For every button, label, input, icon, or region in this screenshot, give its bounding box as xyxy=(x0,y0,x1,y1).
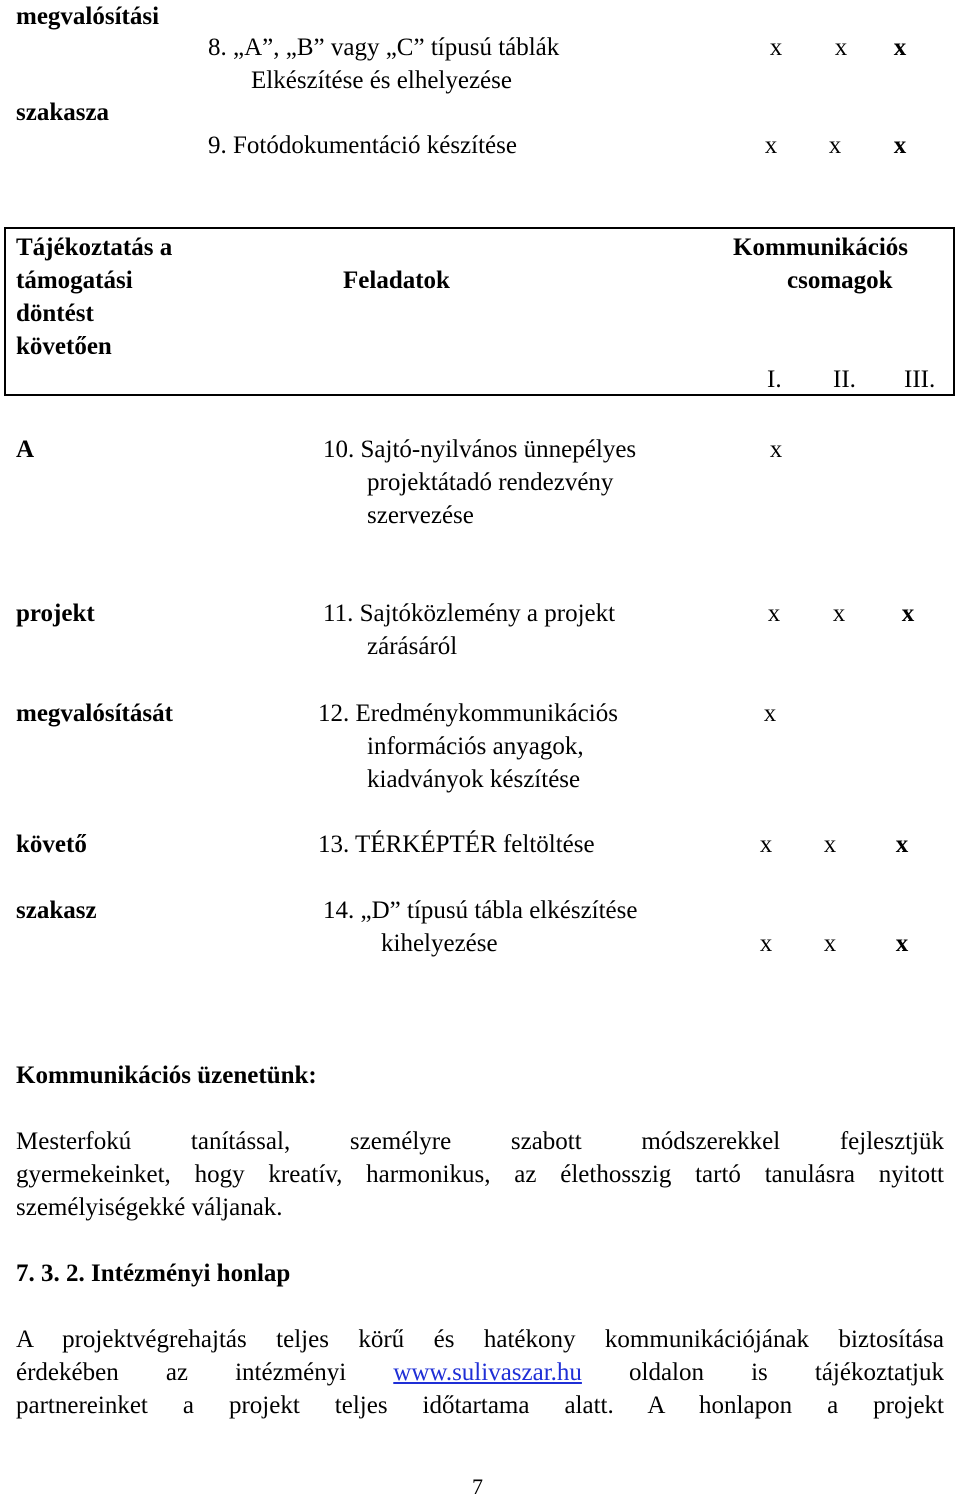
task-11-line1: 11. Sajtóközlemény a projekt xyxy=(323,600,616,627)
website-link[interactable]: www.sulivaszar.hu xyxy=(393,1359,582,1386)
task-11-mark-1: x xyxy=(767,600,781,627)
task-11-mark-2: x xyxy=(832,600,846,627)
section-732-line-1: A projektvégrehajtás teljes körű és hatékony kommunikációjának biztosítása xyxy=(16,1326,944,1353)
page-number: 7 xyxy=(472,1474,483,1499)
task-9-mark-3: x xyxy=(893,132,907,159)
section-b-label-3: követő xyxy=(16,831,87,858)
section-b-label-2: megvalósítását xyxy=(16,700,173,727)
task-13-line1: 13. TÉRKÉPTÉR feltöltése xyxy=(318,831,595,858)
task-8-mark-1: x xyxy=(769,34,783,61)
message-line-1: Mesterfokú tanítással, személyre szabott módszerekkel fejlesztjük xyxy=(16,1128,944,1155)
task-12-mark-1: x xyxy=(763,700,777,727)
section-b-label-1: projekt xyxy=(16,600,95,627)
task-12-line1: 12. Eredménykommunikációs xyxy=(318,700,618,727)
header-col-2: II. xyxy=(833,366,856,393)
line2-post-word-3: tájékoztatjuk xyxy=(814,1359,944,1386)
section-b-label-4: szakasz xyxy=(16,897,97,924)
task-8-line1: 8. „A”, „B” vagy „C” típusú táblák xyxy=(208,34,560,61)
task-12-line3: kiadványok készítése xyxy=(367,766,581,793)
header-left-2: támogatási xyxy=(16,267,133,294)
task-9-line1: 9. Fotódokumentáció készítése xyxy=(208,132,517,159)
header-tasks: Feladatok xyxy=(343,267,450,294)
task-9-mark-2: x xyxy=(828,132,842,159)
task-13-mark-2: x xyxy=(823,831,837,858)
task-10-line2: projektátadó rendezvény xyxy=(367,469,614,496)
task-14-line2: kihelyezése xyxy=(381,930,498,957)
task-10-mark-1: x xyxy=(769,436,783,463)
message-line-2: gyermekeinket, hogy kreatív, harmonikus, az élethosszig tartó tanulásra nyitott xyxy=(16,1161,944,1188)
line2-pre-word-1: érdekében xyxy=(16,1359,119,1386)
task-13-mark-1: x xyxy=(759,831,773,858)
section-732-heading: 7. 3. 2. Intézményi honlap xyxy=(16,1260,291,1287)
task-14-mark-3: x xyxy=(895,930,909,957)
header-packages-2: csomagok xyxy=(787,267,893,294)
line2-pre-word-2: az xyxy=(165,1359,189,1386)
header-left-1: Tájékoztatás a xyxy=(16,234,173,261)
task-10-line1: 10. Sajtó-nyilvános ünnepélyes xyxy=(323,436,637,463)
task-10-line3: szervezése xyxy=(367,502,474,529)
line2-post-word-2: is xyxy=(751,1359,768,1386)
task-14-mark-1: x xyxy=(759,930,773,957)
task-12-line2: információs anyagok, xyxy=(367,733,584,760)
task-14-line1: 14. „D” típusú tábla elkészítése xyxy=(323,897,638,924)
task-11-line2: zárásáról xyxy=(367,633,458,660)
phase-label-2: szakasza xyxy=(16,99,110,126)
header-col-3: III. xyxy=(904,366,936,393)
header-left-4: követően xyxy=(16,333,112,360)
message-paragraph xyxy=(16,1125,944,1224)
header-left-3: döntést xyxy=(16,300,94,327)
section-a-label: A xyxy=(16,436,35,463)
task-11-mark-3: x xyxy=(901,600,915,627)
line2-post-word-1: oldalon xyxy=(629,1359,704,1386)
task-8-mark-2: x xyxy=(834,34,848,61)
header-packages-1: Kommunikációs xyxy=(733,234,909,261)
task-8-mark-3: x xyxy=(893,34,907,61)
message-heading: Kommunikációs üzenetünk: xyxy=(16,1062,317,1089)
task-8-line2: Elkészítése és elhelyezése xyxy=(251,67,512,94)
task-14-mark-2: x xyxy=(823,930,837,957)
section-732-line-2 xyxy=(16,1356,944,1389)
section-732-line-3: partnereinket a projekt teljes időtartama alatt. A honlapon a projekt xyxy=(16,1392,944,1419)
task-13-mark-3: x xyxy=(895,831,909,858)
message-line-3: személyiségekké váljanak. xyxy=(16,1194,283,1221)
section-732-paragraph xyxy=(16,1323,944,1422)
header-col-1: I. xyxy=(767,366,782,393)
phase-label-1: megvalósítási xyxy=(16,3,160,30)
task-9-mark-1: x xyxy=(764,132,778,159)
line2-pre-word-3: intézményi xyxy=(235,1359,347,1386)
